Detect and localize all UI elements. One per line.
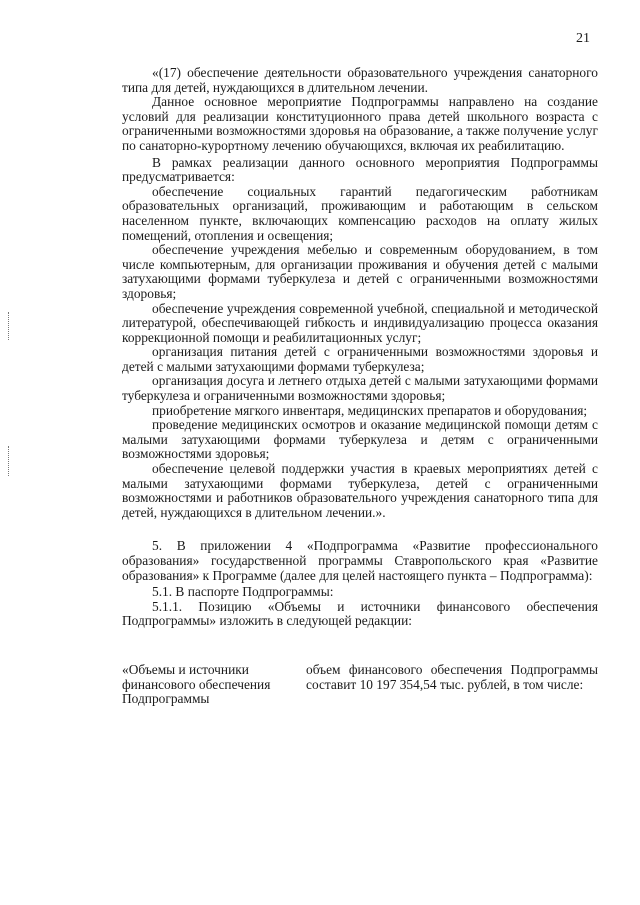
- table-cell-label: «Объемы и источники финансового обеспечения Подпрограммы: [122, 662, 271, 707]
- margin-mark: [8, 446, 11, 476]
- list-item: обеспечение учреждения мебелью и современным оборудованием, в том числе компьютерным, для организации проживания и обучения детей с малыми затухающими формами туберкулеза и детей с ограниченными возможностями здоровья;: [122, 242, 598, 301]
- list-item: обеспечение целевой поддержки участия в краевых мероприятиях детей с малыми затухающими формами туберкулеза, детей с ограниченными возможностями и работников образовательного учреждения санаторного типа для детей, нуждающихся в длительном лечении.».: [122, 461, 598, 520]
- list-item: организация питания детей с ограниченными возможностями здоровья и детей с малыми затухающими формами туберкулеза;: [122, 344, 598, 374]
- paragraph: Данное основное мероприятие Подпрограммы направлено на создание условий для реализации конституционного права детей школьного возраста с ограниченными возможностями здоровья на образование, а также получение услуг по санаторно-курортному лечению обучающихся, включая их реабилитацию.: [122, 94, 598, 153]
- list-item: проведение медицинских осмотров и оказание медицинской помощи детям с малыми затухающими формами туберкулеза и детям с ограниченными возможностями здоровья;: [122, 417, 598, 462]
- passport-table: [122, 663, 598, 707]
- paragraph: 5. В приложении 4 «Подпрограмма «Развитие профессионального образования» государственной программы Ставропольского края «Развитие образования» к Программе (далее для целей настоящего пункта – Подпрограмма):: [122, 538, 598, 583]
- list-item: обеспечение социальных гарантий педагогическим работникам образовательных организаций, проживающим и работающим в сельском населенном пункте, включающих компенсацию расходов на оплату жилых помещений, отопления и освещения;: [122, 183, 598, 243]
- list-item: приобретение мягкого инвентаря, медицинских препаратов и оборудования;: [152, 402, 588, 418]
- paragraph: 5.1. В паспорте Подпрограммы:: [152, 584, 334, 600]
- paragraph: 5.1.1. Позицию «Объемы и источники финансового обеспечения Подпрограммы» изложить в следующей редакции:: [122, 598, 598, 629]
- page-number: 21: [576, 31, 590, 46]
- document-body: [122, 66, 598, 629]
- list-item: обеспечение учреждения современной учебной, специальной и методической литературой, обеспечивающей гибкость и индивидуализацию процесса оказания коррекционной помощи и реабилитационных услуг;: [122, 300, 598, 345]
- list-item: организация досуга и летнего отдыха детей с малыми затухающими формами туберкулеза и ограниченными возможностями здоровья;: [122, 373, 598, 404]
- table-cell-value: объем финансового обеспечения Подпрограммы составит 10 197 354,54 тыс. рублей, в том числе:: [306, 662, 598, 692]
- paragraph: В рамках реализации данного основного мероприятия Подпрограммы предусматривается:: [122, 154, 598, 185]
- margin-mark: [8, 312, 11, 340]
- paragraph: «(17) обеспечение деятельности образовательного учреждения санаторного типа для детей, нуждающихся в длительном лечении.: [122, 65, 598, 95]
